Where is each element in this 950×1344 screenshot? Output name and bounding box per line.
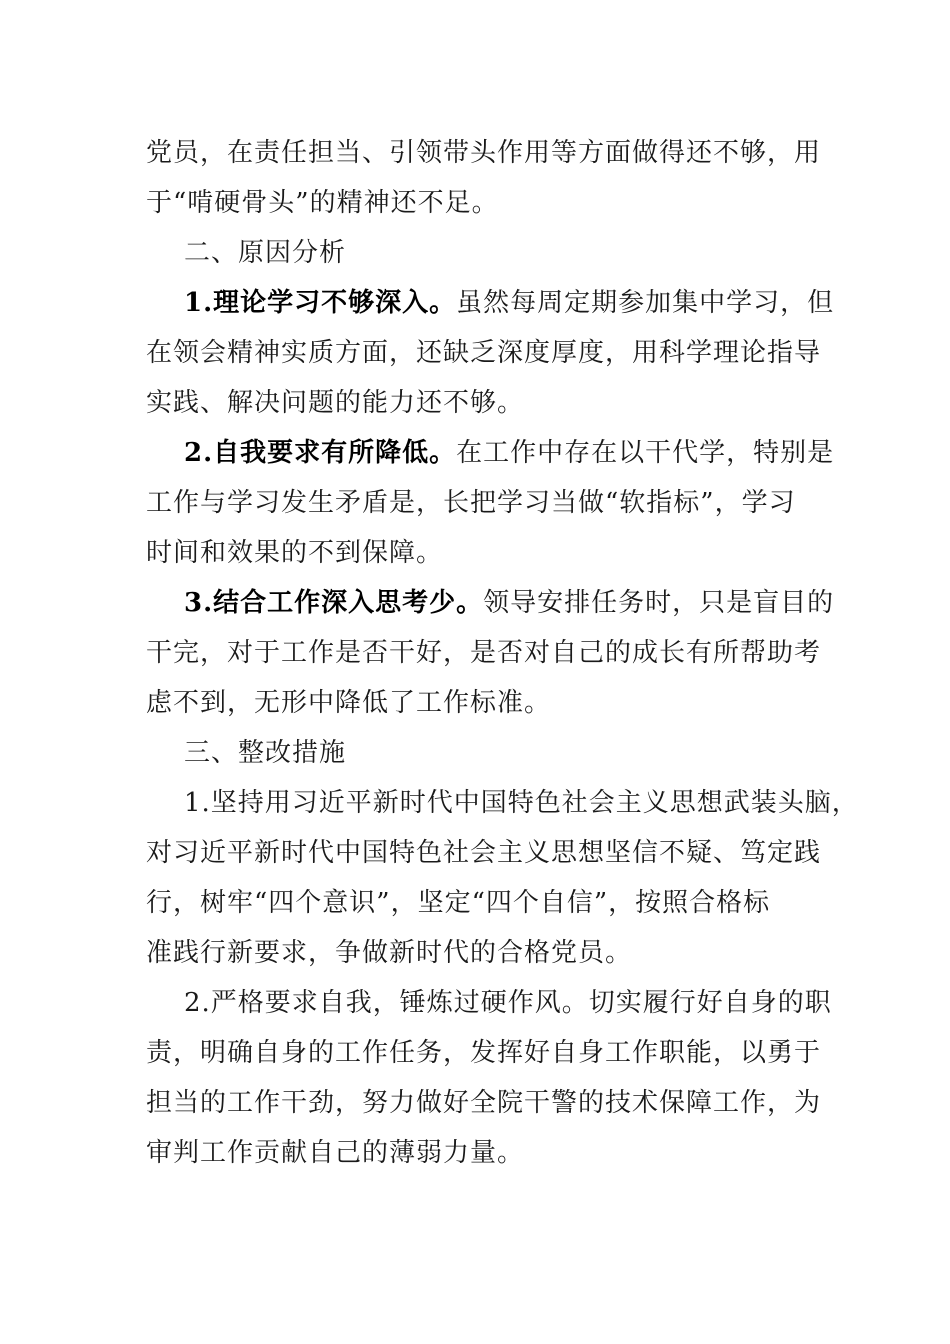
cause-item-3-title: 3.结合工作深入思考少。 bbox=[184, 588, 484, 618]
cause-item-3-text: 领导安排任务时，只是盲目的 bbox=[483, 588, 835, 618]
document-body bbox=[146, 128, 859, 1178]
cause-item-2-title: 2.自我要求有所降低。 bbox=[184, 438, 457, 468]
body-line: 时间和效果的不到保障。 bbox=[146, 538, 444, 568]
body-line: 责，明确自身的工作任务，发挥好自身工作职能，以勇于 bbox=[146, 1038, 822, 1068]
measure-item-1: 1.坚持用习近平新时代中国特色社会主义思想武装头脑， bbox=[184, 788, 859, 818]
body-line: 行，树牢“四个意识”，坚定“四个自信”，按照合格标 bbox=[146, 888, 771, 918]
body-line: 虑不到，无形中降低了工作标准。 bbox=[146, 688, 552, 718]
body-line: 审判工作贡献自己的薄弱力量。 bbox=[146, 1138, 525, 1168]
cause-item-2-text: 在工作中存在以干代学，特别是 bbox=[456, 438, 835, 468]
body-line: 工作与学习发生矛盾是，长把学习当做“软指标”，学习 bbox=[146, 488, 796, 518]
cause-item-1 bbox=[146, 278, 835, 328]
body-line: 党员，在责任担当、引领带头作用等方面做得还不够，用 bbox=[146, 138, 822, 168]
cause-item-1-text: 虽然每周定期参加集中学习，但 bbox=[456, 288, 835, 318]
body-line: 对习近平新时代中国特色社会主义思想坚信不疑、笃定践 bbox=[146, 838, 822, 868]
section-heading-rectification-measures: 三、整改措施 bbox=[184, 738, 347, 768]
cause-item-1-title: 1.理论学习不够深入。 bbox=[184, 288, 457, 318]
body-line: 干完，对于工作是否干好，是否对自己的成长有所帮助考 bbox=[146, 638, 822, 668]
measure-item-2: 2.严格要求自我，锤炼过硬作风。切实履行好自身的职 bbox=[184, 988, 832, 1018]
body-line: 于“啃硬骨头”的精神还不足。 bbox=[146, 188, 499, 218]
body-line: 实践、解决问题的能力还不够。 bbox=[146, 388, 525, 418]
body-line: 在领会精神实质方面，还缺乏深度厚度，用科学理论指导 bbox=[146, 338, 822, 368]
body-line: 准践行新要求，争做新时代的合格党员。 bbox=[146, 938, 633, 968]
body-line: 担当的工作干劲，努力做好全院干警的技术保障工作，为 bbox=[146, 1088, 822, 1118]
section-heading-cause-analysis: 二、原因分析 bbox=[184, 238, 347, 268]
cause-item-3 bbox=[146, 578, 835, 628]
cause-item-2 bbox=[146, 428, 835, 478]
